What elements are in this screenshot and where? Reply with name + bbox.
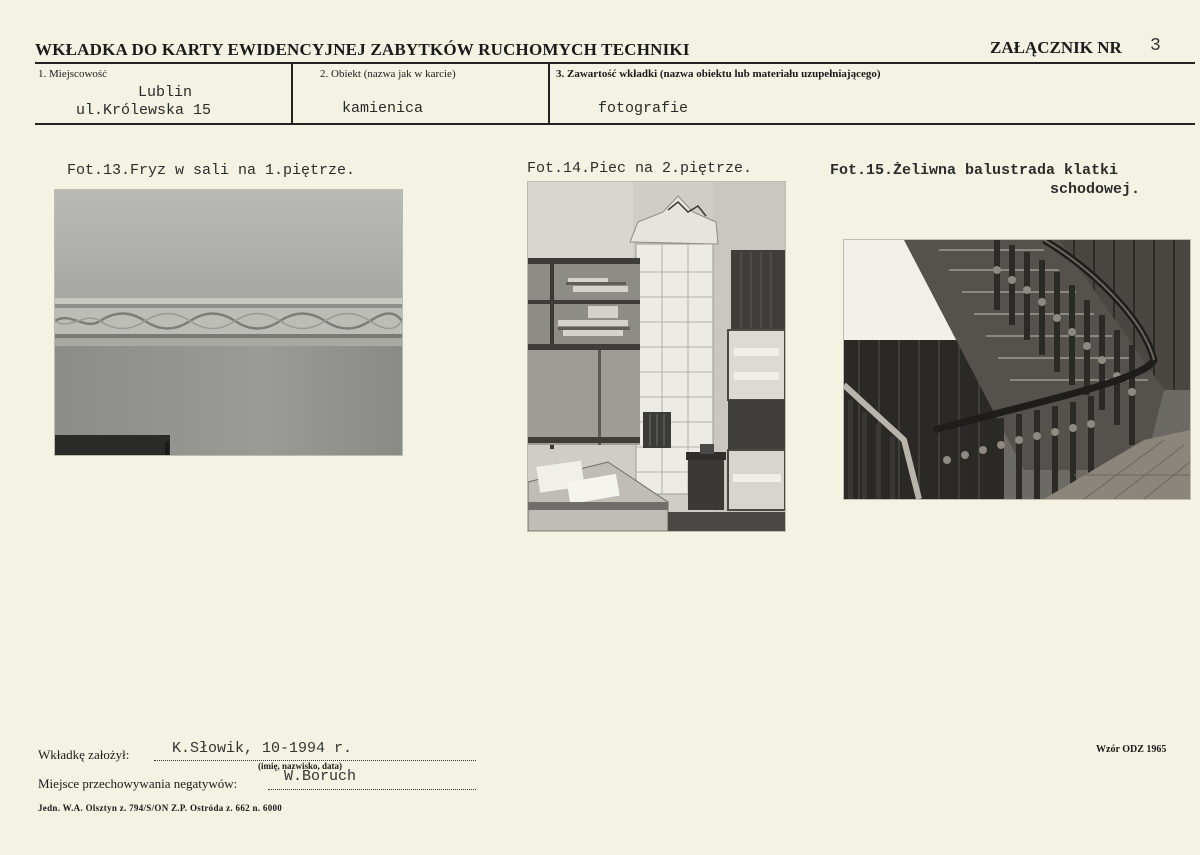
- photo-13-caption: Fot.13.Fryz w sali na 1.piętrze.: [67, 162, 356, 179]
- photo-13-ceiling-frieze: [55, 190, 402, 455]
- object-value: kamienica: [342, 100, 424, 117]
- form-title: WKŁADKA DO KARTY EWIDENCYJNEJ ZABYTKÓW RUCHOMYCH TECHNIKI: [35, 40, 690, 59]
- content-value: fotografie: [598, 100, 689, 117]
- header-rule-bottom: [35, 123, 1195, 125]
- place-street: ul.Królewska 15: [76, 102, 212, 119]
- frieze-image: [55, 190, 402, 455]
- photo-15-caption-line2: schodowej.: [1050, 181, 1141, 198]
- negatives-value: W.Boruch: [284, 768, 357, 785]
- balustrade-image: [844, 240, 1190, 499]
- created-by-label: Wkładkę założył:: [38, 747, 130, 762]
- content-label: 3. Zawartość wkładki (nazwa obiektu lub materiału uzupełniającego): [556, 68, 881, 80]
- created-by-hint: (imię, nazwisko, data): [258, 761, 342, 771]
- field-divider-1: [291, 64, 293, 123]
- header-rule-top: [35, 62, 1195, 64]
- form-version: Wzór ODZ 1965: [1096, 744, 1167, 755]
- attachment-number: 3: [1150, 36, 1161, 56]
- stove-room-image: [528, 182, 785, 531]
- negatives-label: Miejsce przechowywania negatywów:: [38, 776, 238, 791]
- place-label: 1. Miejscowość: [38, 68, 108, 80]
- print-info: Jedn. W.A. Olsztyn z. 794/S/ON Z.P. Ostróda z. 662 n. 6000: [38, 803, 283, 813]
- photo-15-stair-balustrade: [844, 240, 1190, 499]
- photo-14-caption: Fot.14.Piec na 2.piętrze.: [527, 160, 753, 177]
- object-label: 2. Obiekt (nazwa jak w karcie): [320, 68, 456, 80]
- place-city: Lublin: [138, 84, 193, 101]
- field-divider-2: [548, 64, 550, 123]
- attachment-label: ZAŁĄCZNIK NR: [990, 38, 1122, 57]
- photo-14-stove-room: [528, 182, 785, 531]
- created-by-value: K.Słowik, 10-1994 r.: [172, 740, 353, 757]
- negatives-line: [268, 789, 476, 790]
- photo-15-caption-line1: Fot.15.Żeliwna balustrada klatki: [830, 162, 1119, 179]
